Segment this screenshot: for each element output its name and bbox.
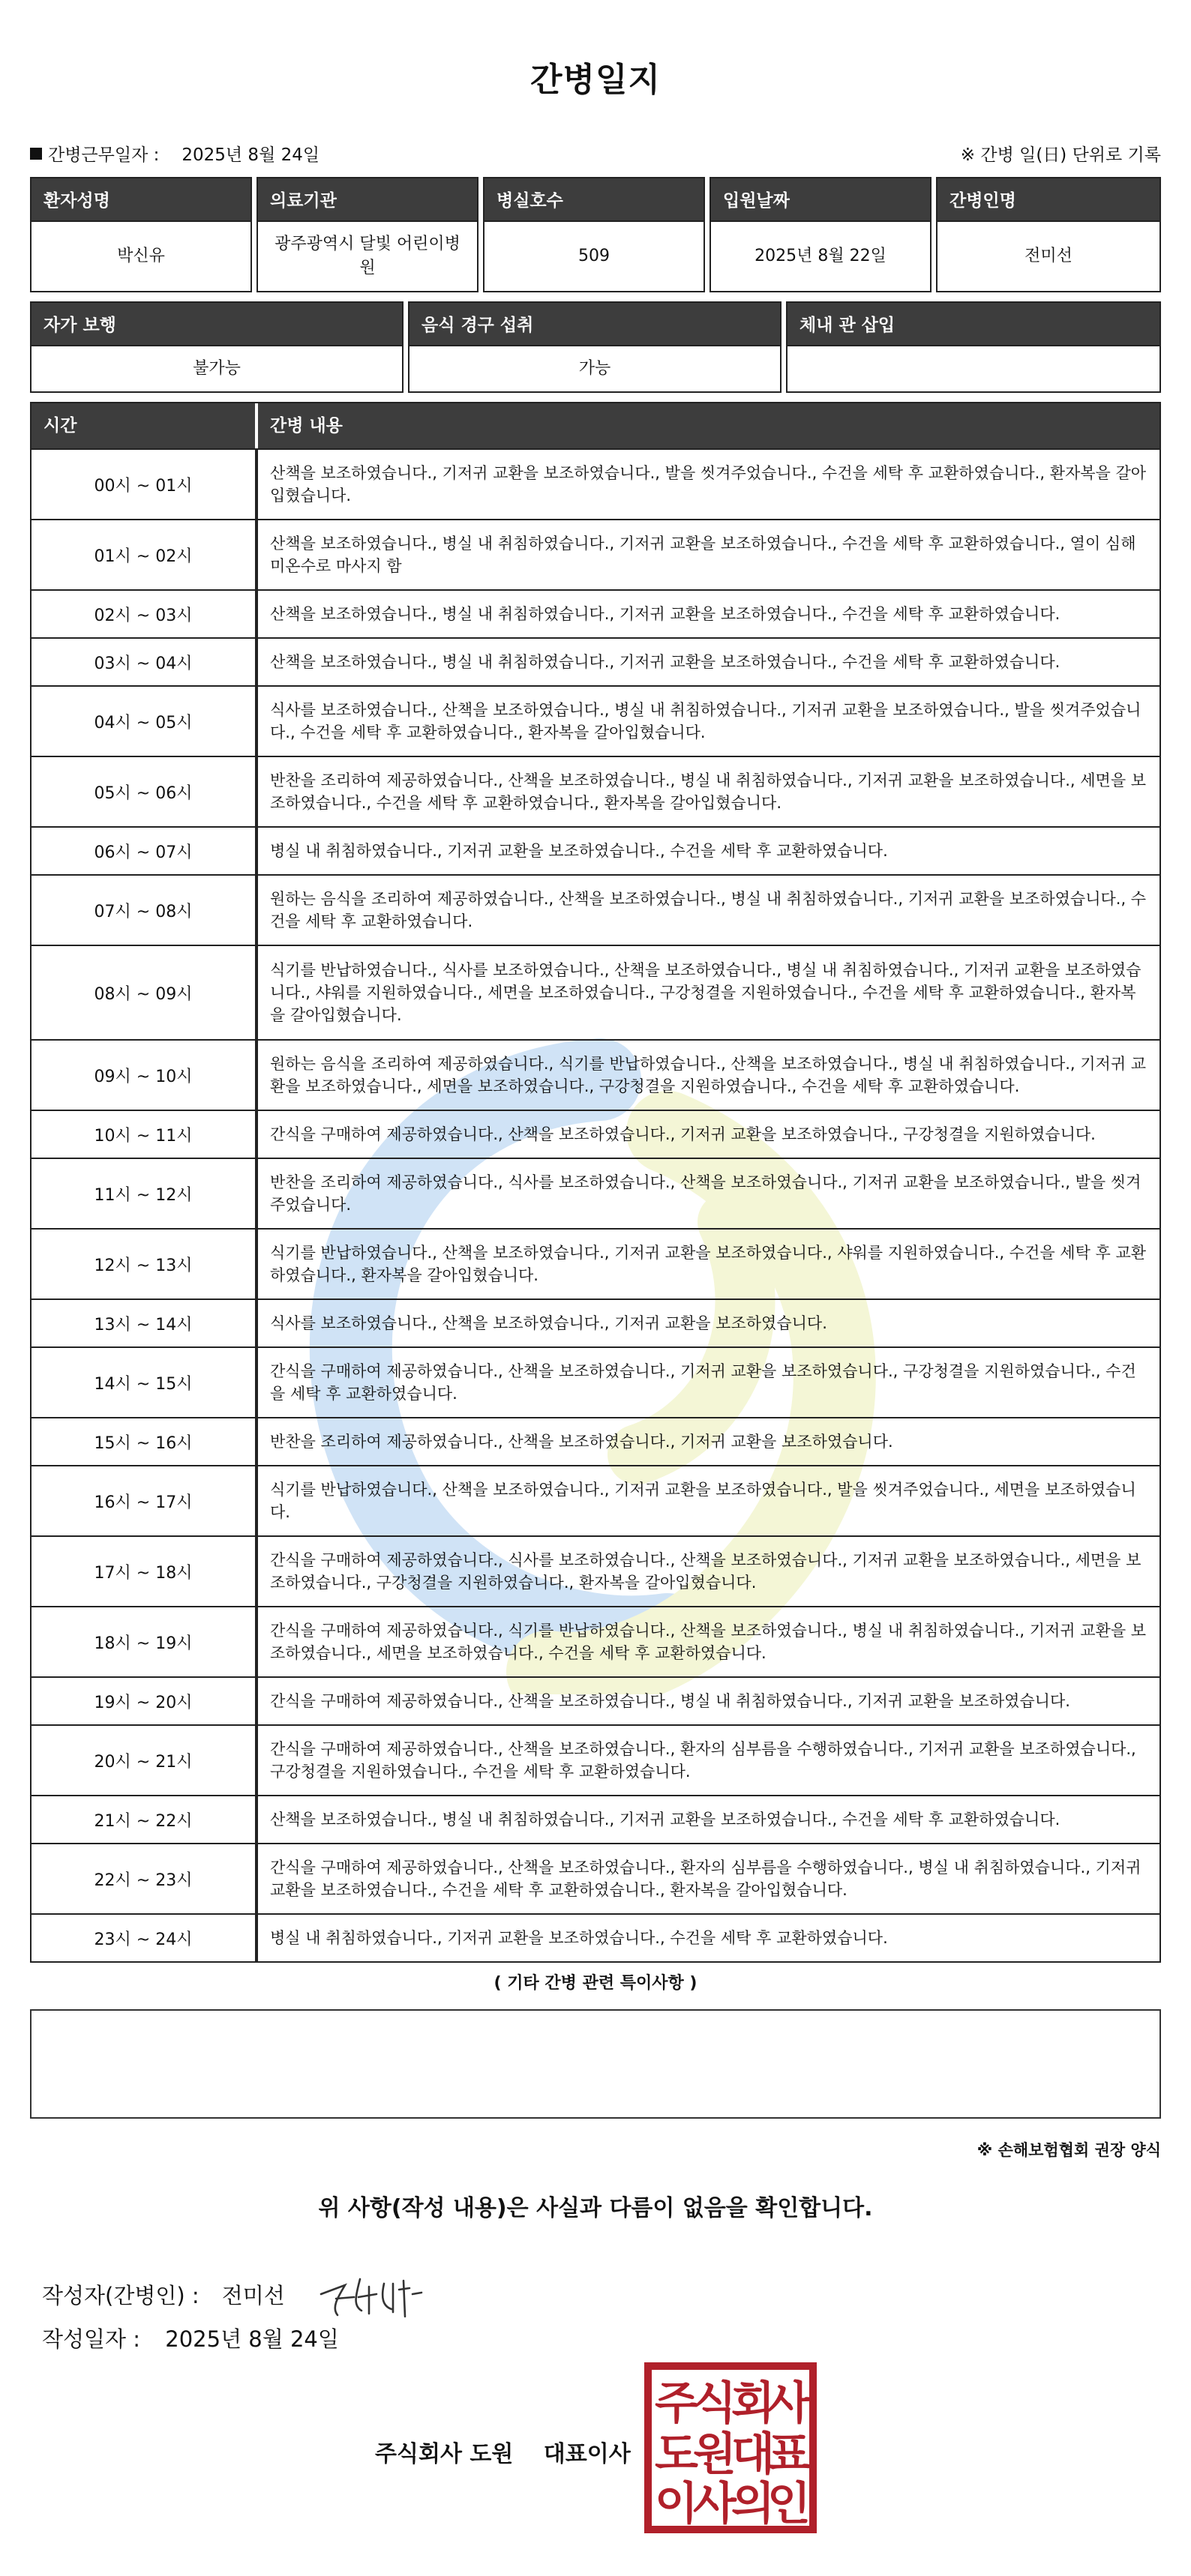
oral-intake-value: 가능 (408, 346, 782, 393)
written-date-value: 2025년 8월 24일 (165, 2326, 339, 2352)
hospital-value: 광주광역시 달빛 어린이병원 (256, 222, 478, 292)
patient-name-header: 환자성명 (30, 177, 252, 222)
svg-text:사: 사 (693, 2478, 736, 2530)
care-log-content: 산책을 보조하였습니다., 병실 내 취침하였습니다., 기저귀 교환을 보조하였습니다., 수건을 세탁 후 교환하였습니다. (270, 605, 1060, 623)
care-log-row (32, 1724, 1160, 1795)
care-log-row (32, 826, 1160, 874)
care-log-rows (32, 448, 1160, 1961)
confirm-statement: 위 사항(작성 내용)은 사실과 다름이 없음을 확인합니다. (318, 2195, 873, 2221)
svg-text:주: 주 (655, 2377, 698, 2430)
care-log-row (32, 1228, 1160, 1298)
recommend-note: ※ 손해보험협회 권장 양식 (976, 2141, 1161, 2159)
walk-value: 불가능 (30, 346, 404, 393)
company-ceo-title: 대표이사 (543, 2441, 631, 2467)
care-log-row (32, 874, 1160, 945)
care-log-time: 01시 ~ 02시 (32, 520, 258, 589)
room-value: 509 (483, 222, 705, 292)
care-log-row (32, 1465, 1160, 1535)
care-log-time: 14시 ~ 15시 (32, 1348, 258, 1417)
care-log-content: 식기를 반납하였습니다., 산책을 보조하였습니다., 기저귀 교환을 보조하였습니다., 발을 씻겨주었습니다., 세면을 보조하였습니다. (270, 1481, 1136, 1521)
care-log-time: 00시 ~ 01시 (32, 450, 258, 519)
care-log-content: 원하는 음식을 조리하여 제공하였습니다., 산책을 보조하였습니다., 병실 내 취침하였습니다., 기저귀 교환을 보조하였습니다., 수건을 세탁 후 교환하였습니다. (270, 890, 1147, 930)
walk-header: 자가 보행 (30, 301, 404, 346)
care-log-row (32, 945, 1160, 1039)
svg-text:의: 의 (731, 2478, 775, 2530)
care-log-row (32, 1795, 1160, 1843)
care-log-time: 16시 ~ 17시 (32, 1466, 258, 1535)
patient-col-hospital (256, 177, 478, 292)
care-log-time: 02시 ~ 03시 (32, 591, 258, 637)
care-log-content: 산책을 보조하였습니다., 기저귀 교환을 보조하였습니다., 발을 씻겨주었습니다., 수건을 세탁 후 교환하였습니다., 환자복을 갈아입혔습니다. (270, 464, 1147, 505)
care-log-content: 간식을 구매하여 제공하였습니다., 식기를 반납하였습니다., 산책을 보조하였습니다., 병실 내 취침하였습니다., 기저귀 교환을 보조하였습니다., 세면을 보조하였습니다., 수건을 세탁 후 교환하였습니다. (270, 1622, 1147, 1662)
care-log-content: 반찬을 조리하여 제공하였습니다., 산책을 보조하였습니다., 기저귀 교환을 보조하였습니다. (270, 1433, 893, 1451)
written-date-label: 작성일자 : (42, 2326, 141, 2352)
care-log-table (30, 402, 1161, 1963)
work-date-value: 2025년 8월 24일 (182, 145, 320, 165)
care-log-content: 간식을 구매하여 제공하였습니다., 식사를 보조하였습니다., 산책을 보조하였습니다., 기저귀 교환을 보조하였습니다., 세면을 보조하였습니다., 구강청결을 지원하였습니다., 환자복을 갈아입혔습니다. (270, 1551, 1142, 1592)
care-log-time: 20시 ~ 21시 (32, 1726, 258, 1795)
care-log-row (32, 1535, 1160, 1606)
care-log-row (32, 1913, 1160, 1961)
care-log-time: 19시 ~ 20시 (32, 1678, 258, 1724)
patient-name-value: 박신유 (30, 222, 252, 292)
care-log-time: 06시 ~ 07시 (32, 828, 258, 874)
care-log-time: 18시 ~ 19시 (32, 1607, 258, 1676)
care-log-time: 12시 ~ 13시 (32, 1230, 258, 1298)
company-line (375, 2435, 631, 2468)
care-log-time: 05시 ~ 06시 (32, 757, 258, 826)
care-log-content: 식사를 보조하였습니다., 산책을 보조하였습니다., 기저귀 교환을 보조하였습니다. (270, 1314, 827, 1332)
notes-box (30, 2009, 1161, 2119)
writer-label: 작성자(간병인) : (42, 2282, 200, 2308)
svg-text:대: 대 (731, 2428, 775, 2481)
care-log-row (32, 1298, 1160, 1346)
writer-name: 전미선 (221, 2282, 285, 2308)
care-log-content: 반찬을 조리하여 제공하였습니다., 산책을 보조하였습니다., 병실 내 취침하였습니다., 기저귀 교환을 보조하였습니다., 세면을 보조하였습니다., 수건을 세탁 후 교환하였습니다., 환자복을 갈아입혔습니다. (270, 771, 1147, 812)
care-log-content: 원하는 음식을 조리하여 제공하였습니다., 식기를 반납하였습니다., 산책을 보조하였습니다., 병실 내 취침하였습니다., 기저귀 교환을 보조하였습니다., 세면을 보조하였습니다., 구강청결을 지원하였습니다., 수건을 세탁 후 교환하였습니다. (270, 1055, 1147, 1095)
care-log-content: 간식을 구매하여 제공하였습니다., 산책을 보조하였습니다., 환자의 심부름을 수행하였습니다., 병실 내 취침하였습니다., 기저귀 교환을 보조하였습니다., 수건을 세탁 후 교환하였습니다., 환자복을 갈아입혔습니다. (270, 1859, 1142, 1899)
patient-col-room (483, 177, 705, 292)
room-header: 병실호수 (483, 177, 705, 222)
company-seal-icon (644, 2362, 818, 2534)
svg-text:도: 도 (655, 2428, 698, 2481)
care-log-content: 반찬을 조리하여 제공하였습니다., 식사를 보조하였습니다., 산책을 보조하였습니다., 기저귀 교환을 보조하였습니다., 발을 씻겨주었습니다. (270, 1173, 1142, 1214)
patient-info-table (30, 177, 1161, 292)
company-name: 주식회사 도원 (375, 2441, 514, 2467)
time-column-header: 시간 (32, 403, 258, 448)
svg-text:사: 사 (767, 2377, 811, 2430)
care-log-row (32, 1039, 1160, 1110)
care-log-content: 병실 내 취침하였습니다., 기저귀 교환을 보조하였습니다., 수건을 세탁 후 교환하였습니다. (270, 1929, 888, 1947)
svg-text:이: 이 (655, 2478, 698, 2530)
care-log-time: 15시 ~ 16시 (32, 1418, 258, 1465)
care-log-row (32, 637, 1160, 685)
care-log-time: 04시 ~ 05시 (32, 687, 258, 756)
status-col-walk (30, 301, 404, 393)
admit-date-value: 2025년 8월 22일 (710, 222, 932, 292)
caregiver-value: 전미선 (936, 222, 1161, 292)
care-log-content: 산책을 보조하였습니다., 병실 내 취침하였습니다., 기저귀 교환을 보조하였습니다., 수건을 세탁 후 교환하였습니다. (270, 653, 1060, 671)
hospital-header: 의료기관 (256, 177, 478, 222)
svg-text:표: 표 (767, 2428, 811, 2481)
meta-row (30, 141, 1161, 166)
care-log-time: 09시 ~ 10시 (32, 1041, 258, 1110)
patient-status-table (30, 301, 1161, 393)
care-log-row (32, 1676, 1160, 1724)
care-log-row (32, 756, 1160, 826)
care-log-time: 03시 ~ 04시 (32, 639, 258, 685)
care-log-row (32, 1606, 1160, 1676)
care-log-row (32, 1843, 1160, 1913)
care-log-row (32, 448, 1160, 519)
care-log-time: 22시 ~ 23시 (32, 1844, 258, 1913)
care-log-time: 07시 ~ 08시 (32, 876, 258, 945)
patient-col-admit (710, 177, 932, 292)
care-log-content: 간식을 구매하여 제공하였습니다., 산책을 보조하였습니다., 기저귀 교환을 보조하였습니다., 구강청결을 지원하였습니다., 수건을 세탁 후 교환하였습니다. (270, 1362, 1136, 1403)
care-log-time: 10시 ~ 11시 (32, 1111, 258, 1158)
care-log-time: 21시 ~ 22시 (32, 1796, 258, 1843)
care-log-content: 간식을 구매하여 제공하였습니다., 산책을 보조하였습니다., 환자의 심부름을 수행하였습니다., 기저귀 교환을 보조하였습니다., 구강청결을 지원하였습니다., 수건을 세탁 후 교환하였습니다. (270, 1740, 1136, 1781)
unit-note: ※ 간병 일(日) 단위로 기록 (960, 145, 1161, 165)
admit-date-header: 입원날짜 (710, 177, 932, 222)
writer-line (42, 2264, 428, 2324)
care-log-content: 산책을 보조하였습니다., 병실 내 취침하였습니다., 기저귀 교환을 보조하였습니다., 수건을 세탁 후 교환하였습니다. (270, 1811, 1060, 1829)
care-log-time: 13시 ~ 14시 (32, 1300, 258, 1346)
svg-text:원: 원 (693, 2428, 736, 2481)
work-date-group (30, 141, 320, 166)
care-log-time: 11시 ~ 12시 (32, 1159, 258, 1228)
svg-text:인: 인 (767, 2478, 811, 2530)
care-log-time: 08시 ~ 09시 (32, 946, 258, 1039)
status-col-tube (786, 301, 1161, 393)
care-log-row (32, 1346, 1160, 1417)
care-log-time: 17시 ~ 18시 (32, 1537, 258, 1606)
oral-intake-header: 음식 경구 섭취 (408, 301, 782, 346)
care-log-content: 산책을 보조하였습니다., 병실 내 취침하였습니다., 기저귀 교환을 보조하였습니다., 수건을 세탁 후 교환하였습니다., 열이 심해 미온수로 마사지 함 (270, 535, 1136, 575)
written-date-line (42, 2323, 339, 2353)
work-date-label: 간병근무일자 : (48, 145, 160, 165)
square-bullet-icon (30, 148, 42, 160)
care-log-row (32, 589, 1160, 637)
tube-header: 체내 관 삽입 (786, 301, 1161, 346)
patient-col-name (30, 177, 252, 292)
caregiver-header: 간병인명 (936, 177, 1161, 222)
care-log-row (32, 1417, 1160, 1465)
care-log-time: 23시 ~ 24시 (32, 1915, 258, 1961)
care-log-row (32, 1110, 1160, 1158)
care-log-content: 식기를 반납하였습니다., 산책을 보조하였습니다., 기저귀 교환을 보조하였습니다., 샤워를 지원하였습니다., 수건을 세탁 후 교환하였습니다., 환자복을 갈아입혔습니다. (270, 1244, 1147, 1284)
care-log-row (32, 1158, 1160, 1228)
svg-text:회: 회 (731, 2377, 775, 2430)
page-title: 간병일지 (530, 61, 661, 99)
care-log-row (32, 519, 1160, 589)
care-log-header (32, 403, 1160, 448)
content-column-header: 간병 내용 (270, 416, 343, 436)
svg-text:식: 식 (693, 2377, 736, 2430)
care-log-content: 병실 내 취침하였습니다., 기저귀 교환을 보조하였습니다., 수건을 세탁 후 교환하였습니다. (270, 842, 888, 860)
care-log-content: 간식을 구매하여 제공하였습니다., 산책을 보조하였습니다., 병실 내 취침하였습니다., 기저귀 교환을 보조하였습니다. (270, 1692, 1070, 1710)
status-col-oral (408, 301, 782, 393)
notes-title: ( 기타 간병 관련 특이사항 ) (494, 1974, 698, 1993)
tube-value (786, 346, 1161, 393)
signature-icon (315, 2264, 428, 2324)
care-log-row (32, 685, 1160, 756)
care-log-content: 식사를 보조하였습니다., 산책을 보조하였습니다., 병실 내 취침하였습니다., 기저귀 교환을 보조하였습니다., 발을 씻겨주었습니다., 수건을 세탁 후 교환하였습니다., 환자복을 갈아입혔습니다. (270, 701, 1142, 741)
care-log-content: 간식을 구매하여 제공하였습니다., 산책을 보조하였습니다., 기저귀 교환을 보조하였습니다., 구강청결을 지원하였습니다. (270, 1125, 1096, 1143)
patient-col-caregiver (936, 177, 1161, 292)
care-log-content: 식기를 반납하였습니다., 식사를 보조하였습니다., 산책을 보조하였습니다., 병실 내 취침하였습니다., 기저귀 교환을 보조하였습니다., 샤워를 지원하였습니다., 세면을 보조하였습니다., 구강청결을 지원하였습니다., 수건을 세탁 후 교환하였습니다., 환자복을 갈아입혔습니다. (270, 961, 1142, 1024)
